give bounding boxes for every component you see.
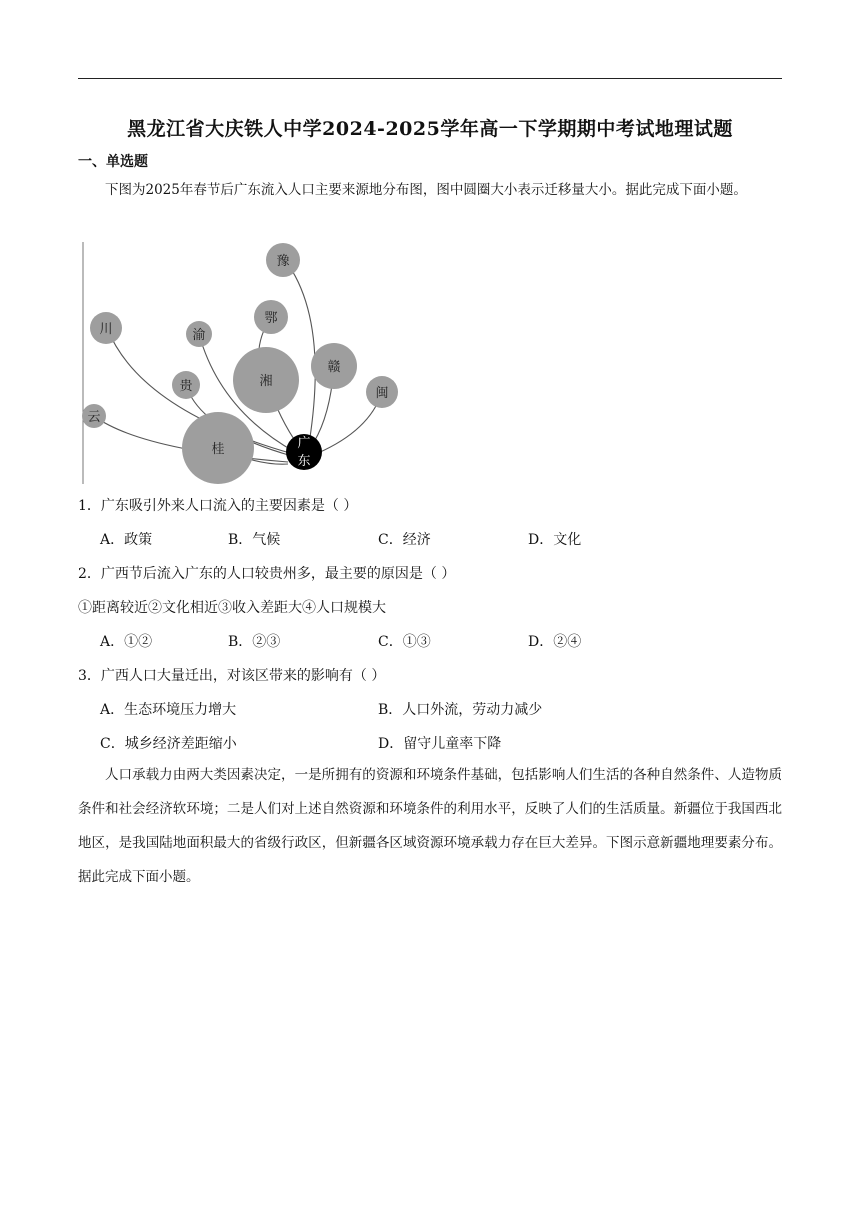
node-gan xyxy=(311,343,357,389)
q1-option-a[interactable]: A．政策 xyxy=(100,532,153,548)
node-yun xyxy=(82,404,106,428)
page-title: 黑龙江省大庆铁人中学2024-2025学年高一下学期期中考试地理试题 xyxy=(127,118,733,140)
passage-1: 下图为2025年春节后广东流入人口主要来源地分布图，图中圆圈大小表示迁移量大小。据此完成下面小题。 xyxy=(105,182,747,198)
node-label: 云 xyxy=(87,410,101,425)
q2-option-d[interactable]: D．②④ xyxy=(528,634,582,650)
q3-option-b[interactable]: B．人口外流，劳动力减少 xyxy=(378,702,543,718)
node-label: 川 xyxy=(99,322,113,337)
node-gui2 xyxy=(182,412,254,484)
node-guangdong xyxy=(286,434,322,470)
node-label: 赣 xyxy=(327,360,341,375)
node-yu2 xyxy=(186,321,212,347)
q1-option-d[interactable]: D．文化 xyxy=(528,532,582,548)
center-label-line1: 广 xyxy=(297,436,311,451)
question-2-statement: ①距离较近②文化相近③收入差距大④人口规模大 xyxy=(78,600,386,616)
q3-option-a[interactable]: A．生态环境压力增大 xyxy=(100,702,237,718)
q2-option-c[interactable]: C．①③ xyxy=(378,634,431,650)
question-2-stem: 2．广西节后流入广东的人口较贵州多，最主要的原因是（ ） xyxy=(78,566,456,582)
question-1-stem: 1．广东吸引外来人口流入的主要因素是（ ） xyxy=(78,498,358,514)
node-label: 闽 xyxy=(375,386,389,401)
node-label: 渝 xyxy=(192,328,206,343)
node-chuan xyxy=(90,312,122,344)
section-heading: 一、单选题 xyxy=(78,154,148,170)
q2-option-b[interactable]: B．②③ xyxy=(228,634,281,650)
migration-figure xyxy=(80,240,410,485)
q3-option-d[interactable]: D．留守儿童率下降 xyxy=(378,736,502,752)
node-min xyxy=(366,376,398,408)
node-label: 鄂 xyxy=(264,311,278,326)
node-label: 桂 xyxy=(211,442,225,457)
q1-option-b[interactable]: B．气候 xyxy=(228,532,281,548)
node-xiang xyxy=(233,347,299,413)
q3-option-c[interactable]: C．城乡经济差距缩小 xyxy=(100,736,237,752)
node-yu xyxy=(266,243,300,277)
q2-option-a[interactable]: A．①② xyxy=(100,634,153,650)
top-rule xyxy=(78,78,782,79)
node-e xyxy=(254,300,288,334)
migration-diagram xyxy=(80,240,410,485)
center-label-line2: 东 xyxy=(297,454,311,469)
node-label: 湘 xyxy=(259,374,273,389)
q1-option-c[interactable]: C．经济 xyxy=(378,532,431,548)
node-gui xyxy=(172,371,200,399)
question-3-stem: 3．广西人口大量迁出，对该区带来的影响有（ ） xyxy=(78,668,386,684)
bubbles xyxy=(82,243,398,484)
node-label: 豫 xyxy=(276,254,290,269)
flow-line-yu xyxy=(285,260,315,450)
passage-2: 人口承载力由两大类因素决定，一是所拥有的资源和环境条件基础，包括影响人们生活的各种自然条件、人造物质条件和社会经济软环境；二是人们对上述自然资源和环境条件的利用水平，反映了人们的生活质量。新疆位于我国西北地区，是我国陆地面积最大的省级行政区，但新疆各区域资源环境承载力存在巨大差异。下图示意新疆地理要素分布。据此完成下面小题。 xyxy=(78,767,782,885)
node-label: 贵 xyxy=(179,379,193,394)
